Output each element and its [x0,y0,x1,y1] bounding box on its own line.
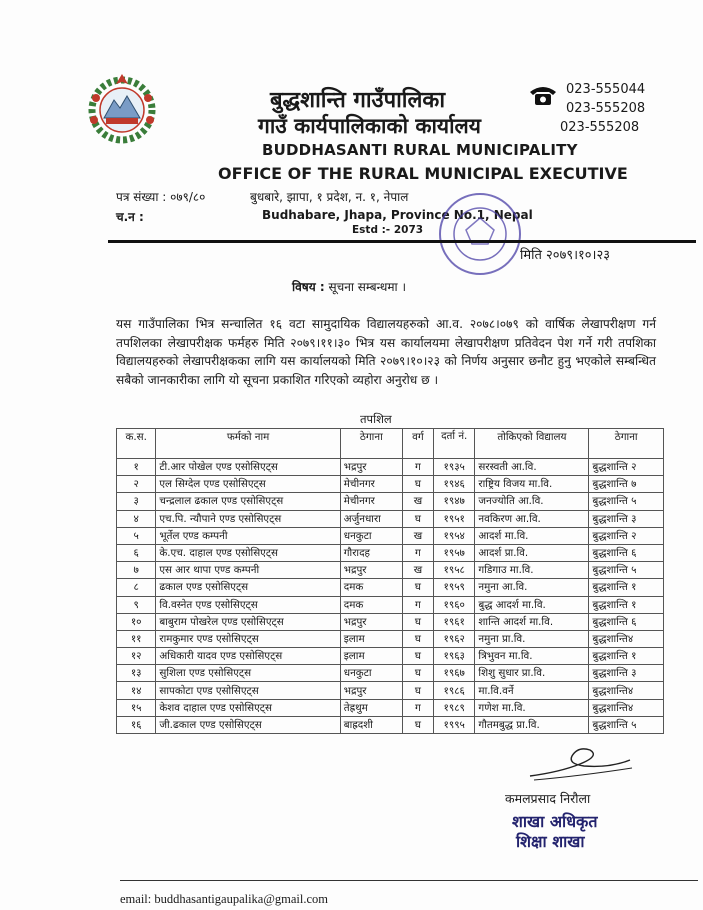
header-title-english: BUDDHASANTI RURAL MUNICIPALITY [262,141,578,159]
table-cell: चन्द्रलाल ढकाल एण्ड एसोसिएट्स [156,493,340,510]
table-cell: एस आर थापा एण्ड कम्पनी [156,562,340,579]
table-cell: १९३५ [433,459,474,476]
table-cell: घ [402,648,433,665]
table-cell: तेह्रथुम [340,699,402,716]
table-row [117,682,664,699]
table-cell: घ [402,613,433,630]
table-row [117,665,664,682]
table-cell: ६ [117,544,156,561]
table-row [117,648,664,665]
dispatch-number: च.न : [116,210,144,224]
table-cell: ग [402,544,433,561]
subject-label: विषय : [292,280,325,294]
footer-email: email: buddhasantigaupalika@gmail.com [120,892,328,906]
table-cell: ८ [117,579,156,596]
table-cell: भद्रपुर [340,562,402,579]
table-cell: एल सिग्देल एण्ड एसोसिएट्स [156,476,340,493]
signatory-stamp-line1: शाखा अधिकृत [512,812,598,831]
table-cell: नमुना आ.वि. [475,579,589,596]
phone-number: 023-555208 [566,101,646,116]
table-cell: १९५९ [433,579,474,596]
table-row [117,596,664,613]
phone-number: 023-555208 [560,120,640,135]
table-cell: २ [117,476,156,493]
table-cell: इलाम [340,648,402,665]
table-cell: जनज्योति आ.वि. [475,493,589,510]
table-cell: ९ [117,596,156,613]
table-cell: भद्रपुर [340,459,402,476]
table-cell: १९९५ [433,716,474,733]
table-cell: १९५४ [433,527,474,544]
table-cell: के.एच. दाहाल एण्ड एसोसिएट्स [156,544,340,561]
table-cell: जी.ढकाल एण्ड एसोसिएट्स [156,716,340,733]
table-cell: बाह्रदशी [340,716,402,733]
table-cell: बुद्धशान्ति ५ [589,716,664,733]
table-cell: १९६० [433,596,474,613]
table-cell: १९४७ [433,493,474,510]
established-year: Estd :- 2073 [352,224,424,236]
table-cell: मेचीनगर [340,493,402,510]
table-cell: ग [402,459,433,476]
table-row [117,562,664,579]
table-cell: अधिकारी यादव एण्ड एसोसिएट्स [156,648,340,665]
table-row [117,716,664,733]
table-cell: धनकुटा [340,527,402,544]
table-cell: १ [117,459,156,476]
table-body [117,459,664,734]
subject-line [292,278,406,295]
table-cell: घ [402,682,433,699]
table-cell: बुद्धशान्ति ५ [589,562,664,579]
table-cell: अर्जुनधारा [340,510,402,527]
table-cell: ख [402,562,433,579]
table-cell: गौरादह [340,544,402,561]
table-row [117,630,664,647]
table-cell: १० [117,613,156,630]
table-cell: बुद्धशान्ति १ [589,648,664,665]
table-title: तपशिल [360,412,392,426]
table-cell: १३ [117,665,156,682]
table-cell: त्रिभुवन मा.वि. [475,648,589,665]
table-cell: बुद्धशान्ति १ [589,596,664,613]
letter-date: मिति २०७९।१०।२३ [520,248,610,263]
table-cell: घ [402,630,433,647]
table-cell: राष्ट्रिय विजय मा.वि. [475,476,589,493]
table-cell: ग [402,699,433,716]
table-cell: १२ [117,648,156,665]
table-cell: इलाम [340,630,402,647]
table-cell: मेचीनगर [340,476,402,493]
footer-divider [120,880,698,881]
table-cell: ख [402,493,433,510]
column-header: ठेगाना [340,429,402,459]
column-header: तोकिएको विद्यालय [475,429,589,459]
table-cell: नवकिरण आ.वि. [475,510,589,527]
table-cell: ३ [117,493,156,510]
table-cell: दमक [340,579,402,596]
table-cell: बुद्धशान्ति ३ [589,665,664,682]
table-cell: धनकुटा [340,665,402,682]
table-cell: एच.पि. न्यौपाने एण्ड एसोसिएट्स [156,510,340,527]
table-row [117,613,664,630]
address-nepali: बुधबारे, झापा, १ प्रदेश, न. १, नेपाल [250,190,409,204]
handwritten-signature [520,742,640,782]
table-row [117,527,664,544]
table-cell: गडिगाउ मा.वि. [475,562,589,579]
auditor-table [116,428,664,734]
telephone-icon [528,84,558,106]
column-header: क.स. [117,429,156,459]
header-subtitle-nepali: गाउँ कार्यपालिकाको कार्यालय [258,114,481,138]
table-cell: बुद्धशान्ति४ [589,699,664,716]
table-cell: मा.वि.वर्ने [475,682,589,699]
table-cell: १९४६ [433,476,474,493]
signatory-name: कमलप्रसाद निरौला [505,791,591,806]
table-row [117,476,664,493]
table-cell: बुद्धशान्ति ६ [589,544,664,561]
table-cell: घ [402,665,433,682]
table-row [117,510,664,527]
table-cell: १९८९ [433,699,474,716]
phone-number: 023-555044 [566,82,646,97]
table-cell: १६ [117,716,156,733]
table-cell: बुद्ध आदर्श मा.वि. [475,596,589,613]
table-cell: सुशिला एण्ड एसोसिएट्स [156,665,340,682]
table-cell: शान्ति आदर्श मा.वि. [475,613,589,630]
table-row [117,579,664,596]
table-cell: १९८६ [433,682,474,699]
notice-body: यस गाउँपालिका भित्र सन्चालित १६ वटा सामुदायिक विद्यालयहरुको आ.व. २०७८।०७९ को वार्षिक लेखापरीक्षण गर्न तपशिलका लेखापरीक्षक फर्महरु मिति २०७९।११।३० भित्र यस कार्यालयमा लेखापरीक्षण प्रतिवेदन पेश गर्ने गरी तपशिका विद्यालयहरुको लेखापरीक्षकका लागि यस कार्यालयको मिति २०७९।१०।२३ को निर्णय अनुसार छनौट हुनु भएकोले सम्बन्धित सबैको जानकारीका लागि यो सूचना प्रकाशित गरिएको व्यहोरा अनुरोध छ । [116,317,656,387]
table-cell: १९५७ [433,544,474,561]
table-cell: घ [402,716,433,733]
table-cell: ११ [117,630,156,647]
table-cell: बुद्धशान्ति ५ [589,493,664,510]
table-row [117,459,664,476]
table-cell: १५ [117,699,156,716]
header-title-nepali: बुद्धशान्ति गाउँपालिका [270,88,446,113]
table-cell: ५ [117,527,156,544]
table-cell: ढकाल एण्ड एसोसिएट्स [156,579,340,596]
table-cell: १९५१ [433,510,474,527]
table-cell: सरस्वती आ.वि. [475,459,589,476]
table-cell: बुद्धशान्ति ७ [589,476,664,493]
table-cell: बुद्धशान्ति ६ [589,613,664,630]
table-cell: बुद्धशान्ति४ [589,682,664,699]
table-header-row [117,429,664,459]
table-cell: बुद्धशान्ति १ [589,579,664,596]
table-cell: १९६३ [433,648,474,665]
table-row [117,493,664,510]
table-cell: नमुना प्रा.वि. [475,630,589,647]
address-english: Budhabare, Jhapa, Province No.1, Nepal [262,208,533,222]
column-header: दर्ता नं. [433,429,474,459]
table-cell: बाबुराम पोखरेल एण्ड एसोसिएट्स [156,613,340,630]
table-cell: घ [402,476,433,493]
table-cell: भद्रपुर [340,613,402,630]
table-cell: १९६७ [433,665,474,682]
table-cell: दमक [340,596,402,613]
subject-text: सूचना सम्बन्धमा । [328,280,407,294]
table-cell: भद्रपुर [340,682,402,699]
column-header: फर्मको नाम [156,429,340,459]
table-cell: ख [402,527,433,544]
table-cell: १९६१ [433,613,474,630]
table-cell: ४ [117,510,156,527]
table-cell: ग [402,596,433,613]
table-cell: रामकुमार एण्ड एसोसिएट्स [156,630,340,647]
reference-number: पत्र संख्या : ०७९/८० [116,190,206,204]
table-cell: घ [402,510,433,527]
table-cell: गौतमबुद्ध प्रा.वि. [475,716,589,733]
table-cell: बुद्धशान्ति४ [589,630,664,647]
table-cell: भूर्तेल एण्ड कम्पनी [156,527,340,544]
table-row [117,699,664,716]
table-cell: बुद्धशान्ति २ [589,527,664,544]
table-cell: गणेश मा.वि. [475,699,589,716]
table-cell: १९६२ [433,630,474,647]
column-header: ठेगाना [589,429,664,459]
table-cell: शिशु सुधार प्रा.वि. [475,665,589,682]
table-cell: १४ [117,682,156,699]
header-divider [108,240,696,243]
table-cell: आदर्श मा.वि. [475,527,589,544]
office-seal-stamp [436,190,524,278]
header-subtitle-english: OFFICE OF THE RURAL MUNICIPAL EXECUTIVE [218,164,628,183]
table-cell: ७ [117,562,156,579]
table-cell: आदर्श प्रा.वि. [475,544,589,561]
table-cell: घ [402,579,433,596]
table-cell: १९५८ [433,562,474,579]
signatory-stamp-line2: शिक्षा शाखा [516,832,585,851]
table-row [117,544,664,561]
phone-numbers [560,80,645,137]
table-cell: बुद्धशान्ति २ [589,459,664,476]
table-cell: केशव दाहाल एण्ड एसोसिएट्स [156,699,340,716]
column-header: वर्ग [402,429,433,459]
table-cell: सापकोटा एण्ड एसोसिएट्स [156,682,340,699]
table-cell: वि.वस्नेत एण्ड एसोसिएट्स [156,596,340,613]
table-cell: टी.आर पोखेल एण्ड एसोसिएट्स [156,459,340,476]
table-cell: बुद्धशान्ति ३ [589,510,664,527]
municipality-emblem-icon [82,68,162,148]
